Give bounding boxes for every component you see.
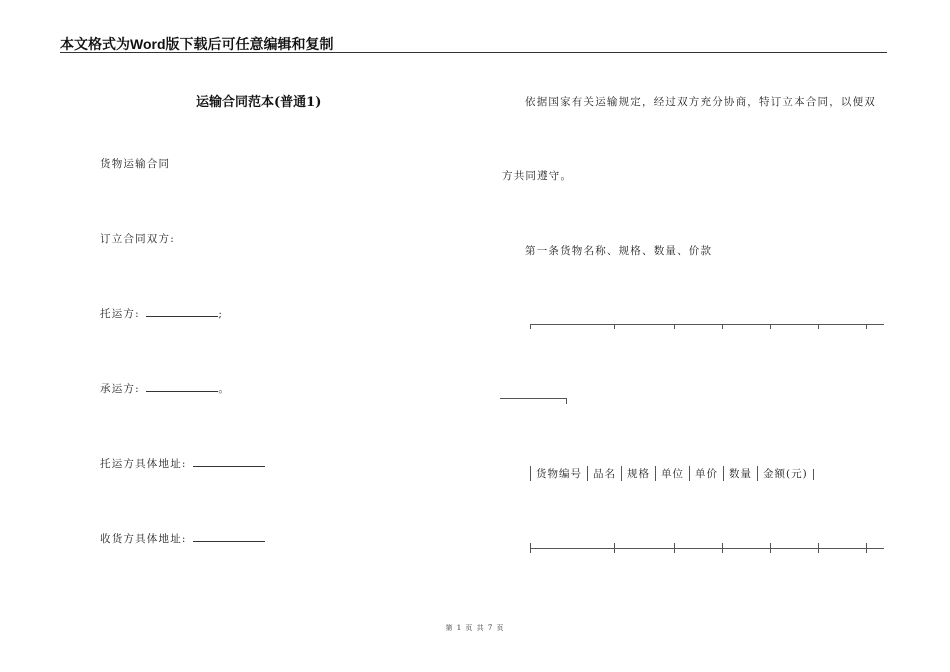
carrier-blank: [146, 381, 218, 392]
col-unit: 单位: [655, 466, 689, 481]
goods-table-header: [530, 466, 814, 481]
parties-label: 订立合同双方:: [100, 233, 175, 245]
table-top-tick: [818, 324, 819, 329]
col-amount: 金额(元): [757, 466, 813, 481]
shipper-line: [100, 306, 223, 321]
table-bottom-tick: [722, 543, 723, 553]
table-partial-border: [500, 398, 566, 399]
table-bottom-tick: [770, 543, 771, 553]
table-bottom-tick: [818, 543, 819, 553]
table-bottom-tick: [614, 543, 615, 553]
contract-name: 货物运输合同: [100, 158, 171, 170]
col-product-name: 品名: [587, 466, 621, 481]
table-top-tick: [614, 324, 615, 329]
table-top-border: [530, 324, 884, 325]
consignee-address-label: 收货方具体地址:: [100, 533, 187, 545]
table-header-end-border: [813, 469, 814, 480]
table-top-tick: [770, 324, 771, 329]
shipper-address-label: 托运方具体地址:: [100, 458, 187, 470]
table-bottom-tick: [866, 543, 867, 553]
table-top-tick: [866, 324, 867, 329]
carrier-label: 承运方:: [100, 383, 140, 395]
document-title: 运输合同范本(普通1): [196, 95, 322, 110]
carrier-line: [100, 381, 230, 396]
col-specification: 规格: [621, 466, 655, 481]
shipper-address-blank: [193, 456, 265, 467]
table-partial-tick: [566, 398, 567, 404]
document-header-title: 本文格式为Word版下载后可任意编辑和复制: [60, 36, 334, 52]
shipper-blank: [146, 306, 218, 317]
article-1-heading: 第一条货物名称、规格、数量、价款: [525, 245, 713, 257]
col-quantity: 数量: [723, 466, 757, 481]
table-top-tick: [722, 324, 723, 329]
intro-line-2: 方共同遵守。: [502, 170, 573, 182]
table-bottom-tick: [530, 543, 531, 553]
table-bottom-tick: [674, 543, 675, 553]
carrier-line-end: 。: [218, 383, 231, 395]
shipper-line-end: ;: [218, 308, 224, 320]
shipper-address-line: [100, 456, 265, 471]
consignee-address-line: [100, 531, 265, 546]
page-number-footer: 第 1 页 共 7 页: [445, 624, 505, 632]
shipper-label: 托运方:: [100, 308, 140, 320]
col-unit-price: 单价: [689, 466, 723, 481]
consignee-address-blank: [193, 531, 265, 542]
header-divider: [60, 52, 887, 53]
col-goods-number: 货物编号: [530, 466, 587, 481]
table-bottom-border: [530, 548, 884, 549]
intro-line-1: 依据国家有关运输规定，经过双方充分协商，特订立本合同，以便双: [525, 96, 876, 108]
table-top-tick: [530, 324, 531, 329]
table-top-tick: [674, 324, 675, 329]
